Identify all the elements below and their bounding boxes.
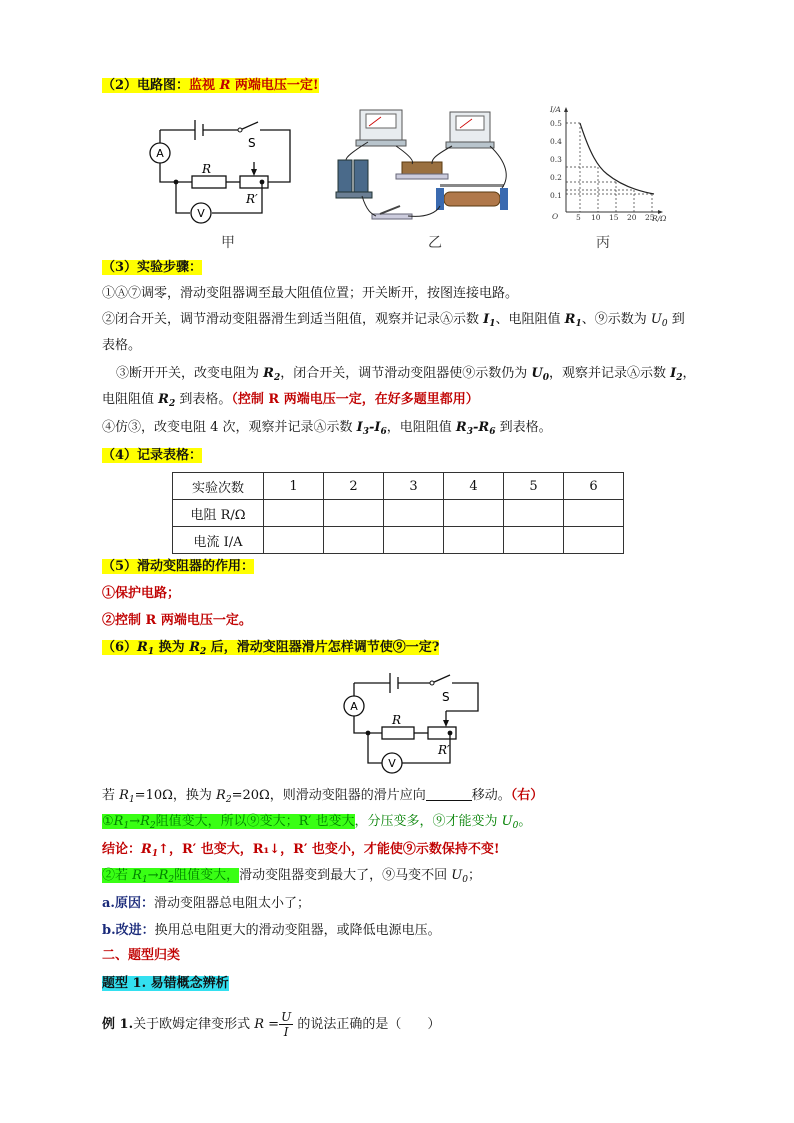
graph-xtick: 20: [627, 213, 637, 222]
graph-xtick: 5: [576, 213, 581, 222]
voltmeter-label: V: [388, 757, 396, 770]
graph-ytick: 0.1: [550, 191, 562, 200]
table-header-cell: 5: [504, 473, 564, 500]
section-4-title: （4）记录表格：: [102, 448, 203, 463]
voltmeter-label: V: [197, 207, 205, 220]
role-1: ①保护电路；: [102, 586, 181, 601]
table-header-cell: 3: [384, 473, 444, 500]
formula-fraction: $\frac{U}{I}$: [281, 1010, 292, 1039]
explain-2: ②若 $R_1\to R_2$阻值变大，滑动变阻器变到最大了，⑨马变不回 $U_0$；: [102, 868, 481, 885]
section-2-label: （2）电路图：: [102, 78, 190, 93]
resistor-label: R: [202, 162, 212, 176]
table-header-cell: 1: [264, 473, 324, 500]
section-5-title: （5）滑动变阻器的作用：: [102, 559, 255, 574]
graph-xtick: 10: [591, 213, 601, 222]
example-1: 例 1.关于欧姆定律变形式 R = $\frac{U}{I}$ 的说法正确的是（ ）: [102, 1010, 441, 1039]
graph-ytick: 0.2: [550, 173, 562, 182]
switch-label: S: [442, 690, 450, 704]
circuit-diagram-2: [338, 668, 498, 780]
step-3-cont: 电阻阻值 $R_2$ 到表格。（控制 R 两端电压一定，在好多题里都用）: [102, 392, 479, 409]
reason-item: a.原因：滑动变阻器总电阻太小了；: [102, 896, 310, 911]
graph-bing: [542, 104, 672, 226]
table-row: [173, 527, 624, 554]
graph-ytick: 0.3: [550, 155, 562, 164]
rheostat-label: R′: [438, 743, 450, 757]
section-6-title: $(6)R_1$ 换为 $R_2$ 后，滑动变阻器滑片怎样调节使⑨一定?: [102, 640, 440, 657]
switch-label: S: [248, 136, 256, 150]
apparatus-illustration-yi: [332, 102, 532, 232]
table-header-cell: 实验次数: [173, 473, 264, 500]
table-row-label: 电阻 R/Ω: [173, 500, 264, 527]
table-row: [173, 473, 624, 500]
caption-yi: 乙: [428, 235, 442, 251]
step-2-cont: 表格。: [102, 338, 142, 353]
step-1: ①Ⓐ⑦调零，滑动变阻器调至最大阻值位置；开关断开，按图连接电路。: [102, 286, 519, 301]
step-3: ③断开开关，改变电阻为 $R_2$，闭合开关，调节滑动变阻器使⑨示数仍为 $U_0$，观察并记录Ⓐ示数 $I_2$，: [116, 366, 696, 383]
question-type-1: 题型 1. 易错概念辨析: [102, 976, 229, 991]
question-line: 若 $R_1=10\Omega$，换为 $R_2=20\Omega$，则滑动变阻器的滑片应向 移动。（右）: [102, 788, 544, 805]
circuit-diagram-jia: [140, 110, 300, 235]
table-header-cell: 6: [564, 473, 624, 500]
table-header-cell: 2: [324, 473, 384, 500]
graph-xtick: 25: [645, 213, 655, 222]
resistor-label: R: [392, 713, 402, 727]
table-header-cell: 4: [444, 473, 504, 500]
ammeter-label: A: [350, 700, 358, 713]
conclusion: 结论：$R_1↑$，R′ 也变大，R₁↓，R′ 也变小，才能使⑨示数保持不变!: [102, 842, 500, 859]
ammeter-label: A: [156, 147, 164, 160]
role-2: ②控制 R 两端电压一定。: [102, 613, 252, 628]
step-4: ④仿③，改变电阻 4 次，观察并记录Ⓐ示数 $I_3-I_6$，电阻阻值 $R_3-R_6$ 到表格。: [102, 420, 552, 437]
graph-xlabel: R/Ω: [652, 214, 667, 223]
graph-origin: O: [552, 212, 559, 221]
caption-bing: 丙: [596, 235, 610, 251]
section-heading-2: 二、题型归类: [102, 948, 181, 963]
section-3-title: （3）实验步骤：: [102, 260, 203, 275]
table-row: [173, 500, 624, 527]
explain-1: $①R_1\to R_2$阻值变大，所以⑨变大；R′ 也变大，分压变多，⑨才能变为 $U_0$。: [102, 814, 532, 831]
graph-ylabel: I/A: [550, 105, 561, 114]
answer-blank[interactable]: [426, 786, 472, 801]
graph-ytick: 0.4: [550, 137, 562, 146]
improve-item: b.改进：换用总电阻更大的滑动变阻器，或降低电源电压。: [102, 923, 441, 938]
record-table: [172, 472, 624, 554]
graph-xtick: 15: [609, 213, 619, 222]
step-2: ②闭合开关，调节滑动变阻器滑生到适当阻值，观察并记录Ⓐ示数 $I_1$、电阻阻值 $R_1$、⑨示数为 $U_0$ 到: [102, 312, 685, 329]
graph-ytick: 0.5: [550, 119, 562, 128]
graph-curve: [580, 123, 654, 194]
section-2-title: （2）电路图：监视 R 两端电压一定!: [102, 78, 319, 93]
table-row-label: 电流 I/A: [173, 527, 264, 554]
caption-jia: 甲: [221, 235, 235, 251]
rheostat-label: R′: [246, 192, 258, 206]
